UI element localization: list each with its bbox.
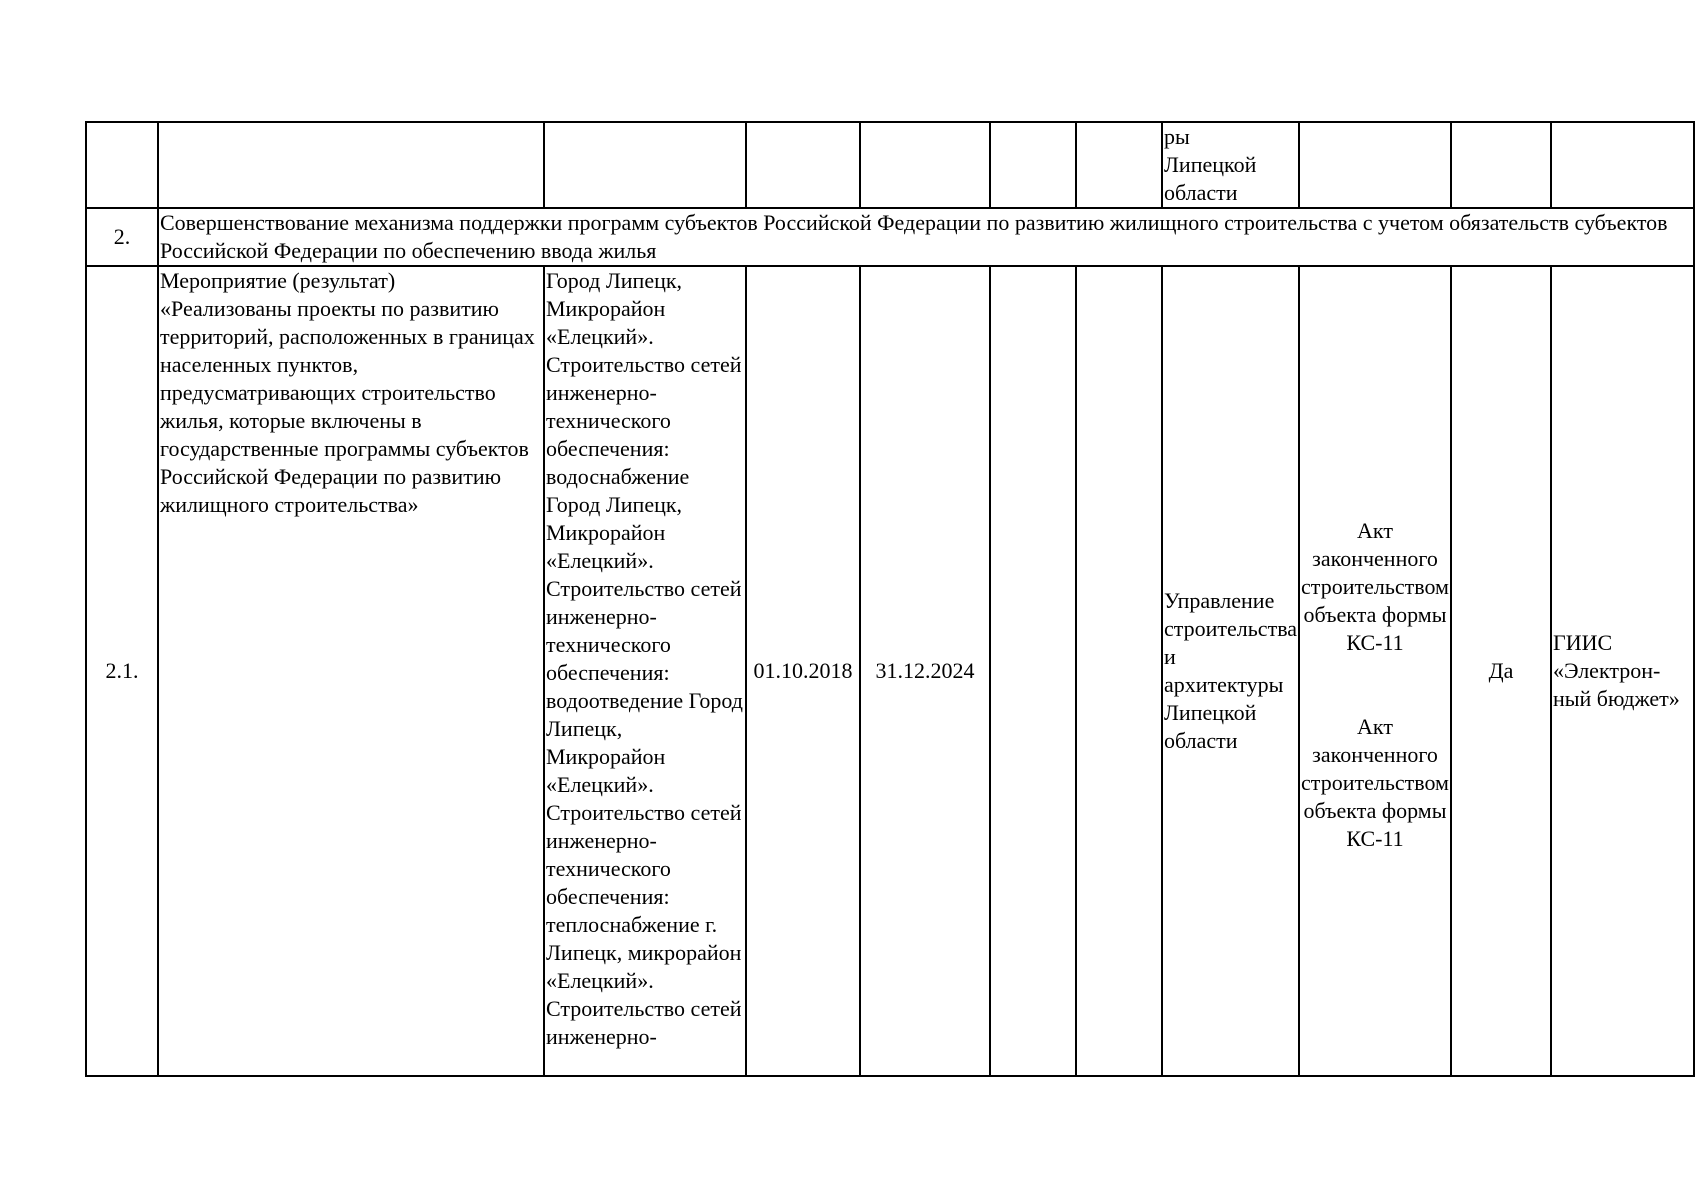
section-number: 2. [86,208,158,266]
section-title: Совершенствование механизма поддержки программ субъектов Российской Федерации по развитию жилищного строительства с учетом обязательств субъектов Российской Федерации по обеспечению ввода жилья [158,208,1694,266]
section-row [86,208,1694,266]
cell-info-system [1551,122,1694,208]
item-name: Мероприятие (результат) «Реализованы проекты по развитию территорий, расположенных в границах населенных пунктов, предусматривающих строительство жилья, которые включены в государственные программы субъектов Российской Федерации по развитию жилищного строительства» [158,266,544,1076]
plan-table [85,121,1695,1077]
item-objects: Город Липецк, Микрорайон «Елецкий». Строительство сетей инженерно-технического обеспечения: водоснабжение Город Липецк, Микрорайон «Елецкий». Строительство сетей инженерно-технического обеспечения: водоотведение Город Липецк, Микрорайон «Елецкий». Строительство сетей инженерно-технического обеспечения: теплоснабжение г. Липецк, микрорайон «Елецкий». Строительство сетей инженерно- [544,266,746,1076]
item-document-1: Акт законченного строительством объекта формы КС-11 [1301,518,1449,655]
document-spacer [1301,657,1449,685]
item-document-2: Акт законченного строительством объекта формы КС-11 [1301,714,1449,851]
cell-objects [544,122,746,208]
carry-over-row [86,122,1694,208]
item-empty-a [990,266,1076,1076]
cell-empty-a [990,122,1076,208]
cell-name [158,122,544,208]
cell-end-date [860,122,990,208]
item-documents [1299,266,1451,1076]
cell-empty-b [1076,122,1162,208]
cell-responsible-tail: ры Липецкой области [1162,122,1299,208]
item-row [86,266,1694,1076]
cell-document [1299,122,1451,208]
cell-number [86,122,158,208]
item-number: 2.1. [86,266,158,1076]
item-empty-b [1076,266,1162,1076]
item-flag: Да [1451,266,1551,1076]
item-start-date: 01.10.2018 [746,266,860,1076]
item-end-date: 31.12.2024 [860,266,990,1076]
item-responsible: Управление строительства и архитектуры Липецкой области [1162,266,1299,1076]
cell-flag [1451,122,1551,208]
item-info-system: ГИИС «Электрон-ный бюджет» [1551,266,1694,1076]
cell-start-date [746,122,860,208]
